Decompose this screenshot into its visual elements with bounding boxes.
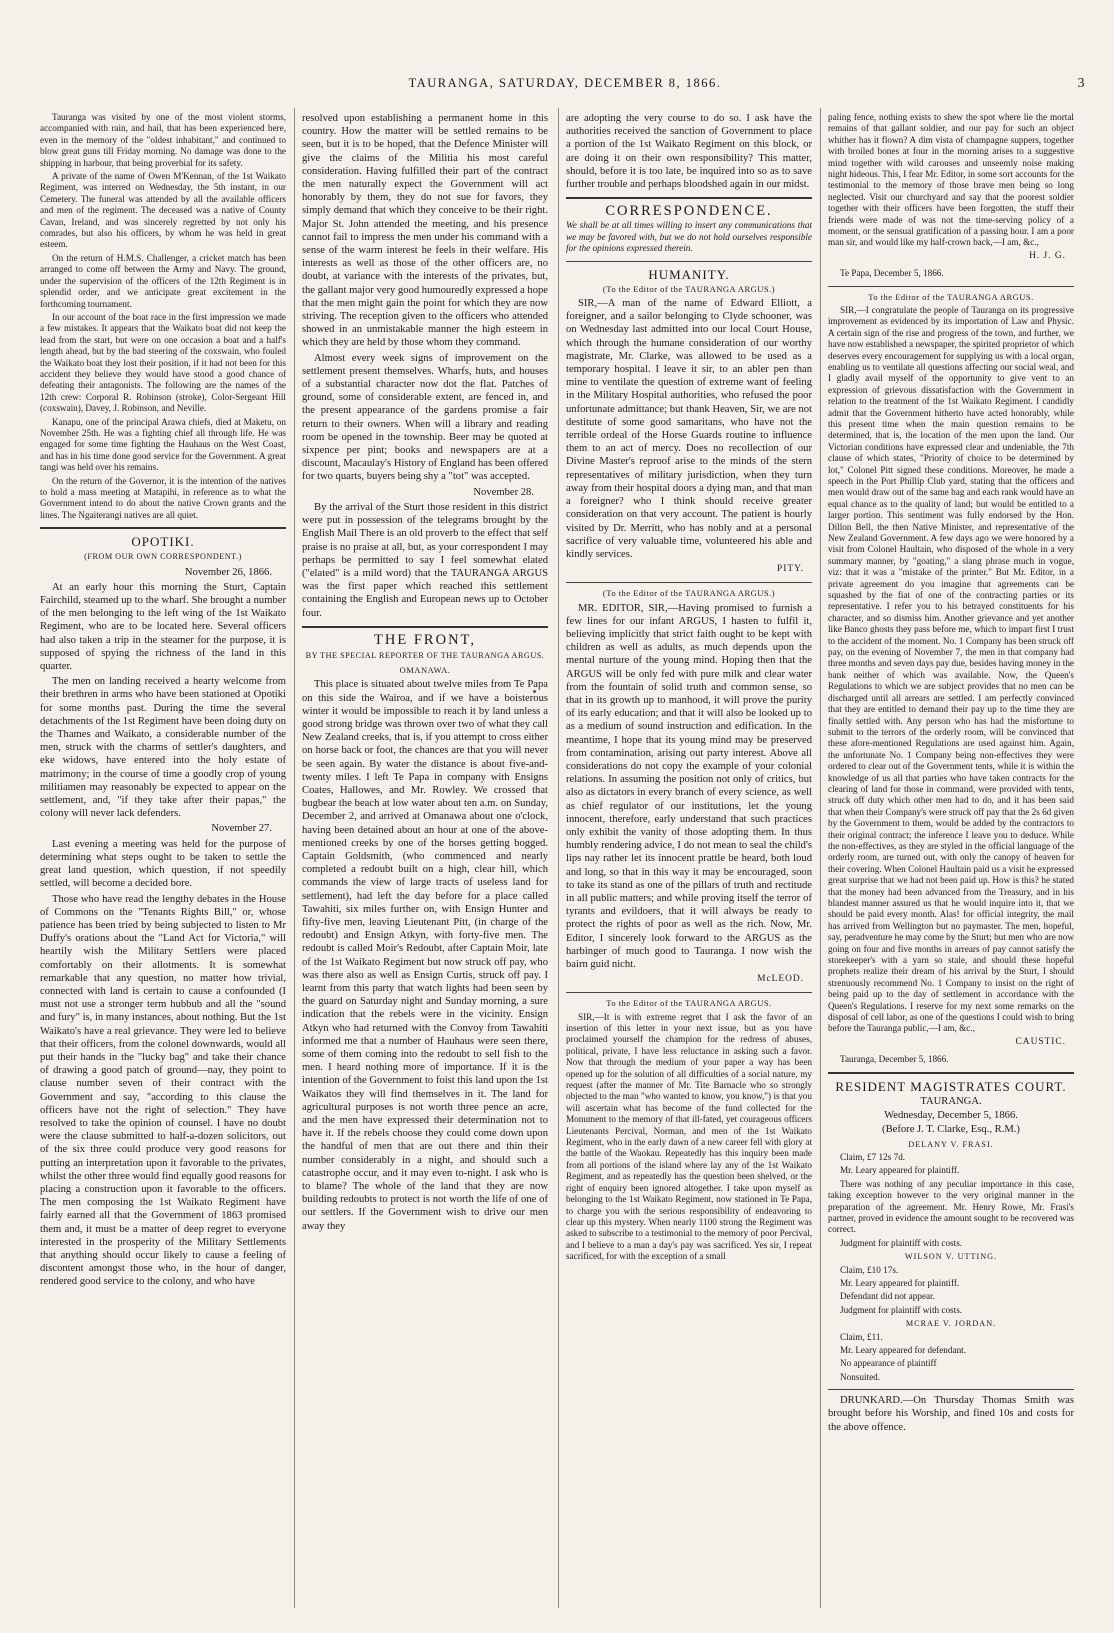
section-divider [302,626,548,628]
front-byline: BY THE SPECIAL REPORTER OF THE TAURANGA ARGUS. [305,650,545,660]
section-divider [828,286,1074,287]
opotiki-heading: OPOTIKI. [131,534,195,550]
letter-address: (To the Editor of the TAURANGA ARGUS.) [602,588,776,599]
case-line: Claim, £10 17s. [840,1264,899,1275]
section-divider [40,527,286,529]
column-rule [820,108,821,1608]
page-number: 3 [1077,76,1086,91]
news-paragraph: A private of the name of Owen M'Kennan, of the 1st Waikato Regiment, was interred on Wednesday, the 5th instant, in our Cemetery. The funeral was attended by all the available officers and men of the regiment. The deceased was a native of County Cavan, Ireland, and was sincerely regretted by not only his comrades, but also his officers, by whom he was held in great esteem. [40,171,286,250]
letter-body [828,112,1074,280]
letter-paragraph: SIR,—A man of the name of Edward Elliott, a foreigner, and a sailor belonging to Clyde schooner, was on Wednesday last admitted into our local Court House, which through the humane consideration of our worthy magistrate, Mr. Clarke, was allowed to be used as a temporary hospital. I leave it sir, to an abler pen than mine to ventilate the question of extreme want of feeling in the Military Hospital authorities, who refused the poor unfortunate admittance; but thank Heaven, Sir, we are not destitute of some good samaritans, who have not the terrible ordeal of the Horse Guards routine to influence them to an act of mercy. Does no recollection of our Divine Master's reproof arise to the minds of the stern representatives of military jurisdiction, when they turn away from their hospital doors a dying man, and that man a foreigner? who I think should receive greater consideration on that very account. The patient is hourly visited by Dr. Merritt, who has nobly and at a personal sacrifice of very valuable time, volunteered his able and kindly services. [566,298,812,560]
case-title: WILSON V. UTTING. [904,1252,998,1262]
letter-body [828,305,1074,1066]
news-paragraph: On the return of the Governor, it is the intention of the natives to hold a mass meeting at Matapihi, in reference as to what the Government intend to do about the native Crown grants and the lines. The Ngaiterangi natives are all quiet. [40,475,286,520]
correspondence-heading: CORRESPONDENCE. [605,203,773,220]
article-paragraph: Almost every week signs of improvement on the settlement present themselves. Wharfs, huts, and houses of a substantial character now dot the flat. Patches of ground, some of considerable extent, are fenced in, and the present appearance of the gardens promise a fair return to their owners. When will a library and reading room be opened in the township. Beer may be quoted at sixpence per pint; books and newspapers are at a discount, Macaulay's History of England has been offered for two quarts, buyers being shy a "tot" was accepted. [302,352,548,483]
front-heading: THE FRONT, [374,631,476,648]
section-divider [566,261,812,262]
case-line: Defendant did not appear. [840,1291,935,1302]
letter-paragraph: MR. EDITOR, SIR,—Having promised to furnish a few lines for our infant ARGUS, I hasten to fulfil it, believing implicitly that strict faith ought to be kept with children as well as adults, as much depends upon the mental nurture of the young mind. Hoping then that the ARGUS will be only fed with pure milk and clear water from the fountain of solid truth and common sense, so that in its growth up to manhood, it will prove the purity of its early education; and that it will also be looked up to as a medium of sound instruction and edification. In the meantime, I hope that its young mind may be preserved from contamination, arising out party interest. Above all considerations do not copy the example of your colonial relations. In assuming the position not only of critics, but also as dictators in every branch of every science, as well as chief regulator of our institutions, let the young innocent, therefore, early understand that such practices only exhibit the vanity of those adopting them. In thus humbly rendering advice, I do not mean to seal the child's lips nay rather let its innocent prattle be heard, both loud and long, so that in this way it may be encouraged, soon to take its stand as one of the pillars of truth and rectitude in all public matters; and while proving itself the terror of tyrants and evildoers, that it will always be ready to protect the rights of poor as well as the rich. Now, Mr. Editor, I sincerely look forward to the ARGUS as the harbinger of much good to Tauranga. I now wish the bairn guid nicht. [566,602,812,970]
case-line: Nonsuited. [840,1371,881,1382]
case-title: DELANY V. FRASI. [908,1139,994,1149]
case-line: No appearance of plaintiff [840,1358,937,1369]
dateline: November 27. [211,823,272,835]
masthead [40,76,1090,102]
news-paragraph: In our account of the boat race in the first impression we made a few mistakes. It appears that the Waikato boat did not keep the lead from the start, but were on one occasion a boat and a half's length ahead, but by the bad steering of the coxswain, who fouled the Waikato boat they lost their position, if it had not been for this accident they believe they would have stood a good chance of defeating their antagonists. The following are the names of the 12th crew: Corporal R. Robinson (stroke), Color-Sergeant Hill (coxswain), Davey, J. Robinson, and Neville. [40,311,286,414]
case-line: Mr. Leary appeared for defendant. [840,1345,967,1356]
letter-signature: H. J. G. [1029,250,1066,261]
newspaper-sheet [40,78,1090,1608]
letter-place: Te Papa, December 5, 1866. [840,268,944,279]
news-paragraph: On the return of H.M.S. Challenger, a cricket match has been arranged to come off between the Army and Navy. The ground, under the supervision of the officers of the 12th Regiment is in splendid order, and we anticipate great excitement in the forthcoming tournament. [40,252,286,309]
letter-place: Tauranga, December 5, 1866. [840,1054,949,1065]
humanity-heading: HUMANITY. [648,266,730,282]
case-line: Mr. Leary appeared for plaintiff. [840,1165,960,1176]
section-divider [828,1389,1074,1390]
letter-address: (To the Editor of the TAURANGA ARGUS.) [602,283,776,294]
section-divider [566,582,812,583]
drunkard-notice: DRUNKARD.—On Thursday Thomas Smith was brought before his Worship, and fined 10s and costs for the above offence. [828,1395,1074,1433]
letter-signature: PITY. [777,564,804,575]
case-line: Judgment for plaintiff with costs. [840,1237,963,1248]
dateline: November 26, 1866. [184,566,272,578]
column-4 [828,112,1074,1602]
letter-paragraph: SIR,—I congratulate the people of Tauranga on its progressive improvement as evidenced by its importation of Law and Physic. A certain sign of the rise and progress of the town, and further, we have now established a newspaper, the spirited proprietor of which deserves every encouragement for supplying us with a local organ, enabling us to ventilate all questions affecting our social weal, and I gladly avail myself of the opportunity to give vent to an expression of grievous dissatisfaction with the Government in relation to the treatment of the 1st Waikato Regiment. I candidly admit that the Government hitherto have acted honorably, while this present time when the main question remains to be determined, that is, the location of the men upon the land. Our Victorian conditions have expressed clear and undeniable, the 7th clause of which states, "Priority of choice to be determined by lot," Colonel Pitt signed these conditions. Moreover, he made a speech in the Port Phillip Club yard, stating that the officers and men would draw out of the same bag and each rank would have an equal chance as to the quality of land; but would be entitled to a larger portion. This sentiment was fully endorsed by the Hon. Dillon Bell, the then Native Minister, and representative of the New Zealand Government. A few days ago we were honored by a visit from Colonel Haultain, who disposed of the whole in a very summary manner, by "goating," a slang phrase much in vogue, viz: that it was a "mistake of the printer." But Mr. Editor, in a private agreement do you imagine that agreements can be squashed by the fiat of one of the contracting parties or its representative. I refer you to his betrayed constituents for his character, and so dismiss him. Another grievance and yet another like Banco ghosts they pass before me, which to impart first I trust to the accident of the moment. No. 1 Company has been struck off pay, on the evening of November 7, the men in that company had three months and seven days pay due, besides having money in the bank neither of which was available. Now, the Queen's Regulations to which we are subject provides that no men can be discharged until all arrears are settled. I am perfectly convinced that they are entitled to demand their pay up to the time they are finally settled with. Any person who has had the misfortune to submit to the terrors of the orderly room, will be convinced that these afore-mentioned Regulations are used against him. Again, the unfortunate No. 1 Company being non-effectives they were ordered to clear out of the Government tents, while it is within the knowledge of us all that parties who have taken contracts for the clearing of land for those in command, were provided with tents, struck off duty which other men had to do, and it has been said that when their Company's were struck off pay that the 2s 6d given by the Government to them, would be added by the contractors to their original contract; the inference I leave you to deduce. While the non-effectives, as they are styled in the official language of the orderly room, are turned out, with only the canopy of heaven for their covering. When Colonel Haultain paid us a visit he expressed great surprise that we had not been paid up. How is this? he stated that the money had been advanced from the Treasury, and in his blandest manner assured us that he would inquire into it, that we should be paid every month. Alas! for official integrity, the mail has arrived from Wellington but no paymaster. The men, hopeful, say, peradventure he may come by the Sturt; but men who are now going on four and five months in arrears of pay cannot satisfy the storekeeper's with a yarn so stale, and should these hopeful prophets realize their dream of his arrival by the Sturt, I should strenuously recommend No. 1 Company to insist on the right of being paid up to the day of settlement in accordance with the Queen's Regulations. I reserve for my next some remarks on the disposal of cell labor, as one of the questions I could wish to bring before the Tauranga public,—I am, &c., [828,304,1074,1034]
section-divider [828,1072,1074,1074]
article-paragraph: At an early hour this morning the Sturt, Captain Fairchild, steamed up to the wharf. She brought a number of the men belonging to the left wing of the 1st Waikato Regiment, who are to be located here. Several officers had also taken a trip in the steamer for the purpose, it is supposed of spying the richness of the land in this quarter. [40,581,286,673]
letter-body [566,1012,812,1263]
column-2 [302,112,548,1602]
court-heading: RESIDENT MAGISTRATES COURT. [835,1078,1067,1094]
column-1 [40,112,286,1602]
column-rule [558,108,559,1608]
letter-address: To the Editor of the TAURANGA ARGUS. [868,291,1034,302]
case-line: There was nothing of any peculiar importance in this case, taking exception however to the very original manner in the preparation of the agreement. Mr. Henry Rowe, Mr. Frasi's partner, proved in evidence the amount sought to be recovered was correct. [828,1178,1074,1235]
front-place: OMANAWA. [399,665,451,676]
case-line: Claim, £7 12s 7d. [840,1151,906,1162]
case-title: MCRAE V. JORDAN. [905,1319,997,1329]
letter-paragraph: paling fence, nothing exists to shew the spot where lie the mortal remains of that gallant soldier, and our pay for such an object whither has it flown? A dim vista of champagne suppers, together with broiled bones at four in the morning arises to a suggestive mind together with wild carouses and unseemly noise making night hideous. This, I fear Mr. Editor, in some sort accounts for the testimonial to the memory of those brave men being so long neglected. Visit our churchyard and say that the poorest soldier together with their officers have been forgotten, the stuff their friends were made of was not the time-serving policy of a moment, or the sensual gratification of a passing hour. I am a poor man sir, and would like my half-crown back,—I am, &c., [828,112,1074,248]
article-paragraph: resolved upon establishing a permanent home in this country. How the matter will be settled remains to be seen, but it is to be hoped, that the Defence Minister will give the claims of the Militia his most careful consideration. Having fulfilled their part of the contract the men naturally expect the Government will act honorably by them, they do not sue for favors, they simply demand that which they conceive to be their right. Major St. John attended the meeting, and his presence cannot fail to impress the men under his command with a sense of the warm interest he feels in their welfare. His interests as well as those of the other officers are, no doubt, at variance with the interests of the privates, but, the gallant major very good humouredly expressed a hope that the men might gain the point for which they are now striving. The reception given to the officers who attended showed in an unmistakable manner the high esteem in which they are held by those whom they command. [302,113,548,349]
column-rule [294,108,295,1608]
news-paragraph: Kanapu, one of the principal Arawa chiefs, died at Maketu, on November 25th. He was a fighting chief all through life. He was engaged for some time fighting the Hauhaus on the West Coast, and has in his time done good service for the Government. A great tangi was held over his remains. [40,416,286,473]
letter-signature: McLEOD. [757,974,804,985]
news-paragraph: Tauranga was visited by one of the most violent storms, accompanied with rain, and hail, that has been experienced here, even in the memory of the "oldest inhabitant," and continued to blow great guns till Friday morning. No damage was done to the shipping in harbour, that being proverbial for its safety. [40,112,286,168]
article-paragraph: The men on landing received a hearty welcome from their brethren in arms who have been stationed at Opotiki for some months past. During the time the several detachments of the 1st Regiment have been doing duty on the Thames and Waikato, a considerable number of the men, struck with the charms of settler's daughters, and eke widows, have entered into the holy estate of matrimony; in the course of time a goodly crop of young militiamen may reasonably be expected to appear on the settlement, and, "if they take after their papas," the colony will never lack defenders. [40,676,286,820]
article-paragraph: This place is situated about twelve miles from Te Papa on this side the Wairoa, and if we have a boisterous winter it would be impossible to reach it by land unless a good strong bridge was thrown over two of what they call New Zealand creeks, that is, if you attempt to cross either on horse back or foot, the chances are that you will never be seen again. By water the distance is about five-and-twenty miles. I left Te Papa in company with Ensigns Coates, Hallowes, and Mr. Rowley. We crossed that bugbear the beach at low water about ten a.m. on Sunday, December 2, and arrived at Omanawa about one o'clock, having been detained about an hour at one of the above-mentioned creeks by one of the horses getting bogged. Captain Goldsmith, (who commenced and nearly completed a redoubt built on a high, clear hill, which commands the view of large tracts of useless land for settlement), had left the day before for a place called Tawahiti, six miles further on, with Ensign Hunter and fifty-five men, leaving Lieutenant Pitt, (in charge of the redoubt) and Ensign Atkyn, with forty-five men. The redoubt is called Moir's Redoubt, after Captain Moir, late of the 1st Waikato Regiment but now struck off pay, who was there also as well as Ensign Curtis, struck off pay. I learnt from this party that watch lights had been seen by the guard on Saturday night and Sunday morning, a sure indication that the rebels were in the vicinity. Ensign Atkyn who had returned with the Convoy from Tawahiti informed me that a number of Hauhaus were seen there, some of them coming into the redoubt to sell fish to the men. I heard nothing more of importance. If it is the intention of the Government to foist this land upon the 1st Waikatos they will find themselves in it. The land for agricultural purposes is not worth three pence an acre, and the men have expressed their determination not to have it. If the rebels choose they could come down upon the handful of men that are out there and thin their number considerably in a night, and should such a catastrophe occur, and it may even to-night. I ask who is to blame? The whole of the land that they are now building redoubts to protect is not worth the life of one of our settlers. If the Government wish to drive our men away they [302,679,548,1232]
letter-paragraph: SIR,—It is with extreme regret that I ask the favor of an insertion of this letter in your next issue, but as you have proclaimed yourself the champion for the redress of abuses, political, private, I have less reluctance in asking such a favor. Now that through the medium of your paper a way has been opened up for the solution of all difficulties of a social nature, my request (after the manner of Mr. Tite Barnacle who so strongly objected to the man "who wanted to know, you know,") is that you will ascertain what has become of the fund collected for the Monument to the memory of that ill-fated, yet courageous officers Lieutenants Percival, Norman, and men of the 1st Waikato Regiment, who in the early dawn of a new career fell with glory at the battle of the Waokau. Repeatedly has this inquiry been made from all portions of the island where lay any of the 1st Waikato Regiment, and as repeatedly has the question been shelved, or the right of enquiry been ignored altogether. I take upon myself as belonging to the 1st Waikato Regiment, now stationed in Te Papa, to charge you with the serious responsibility of endeavoring to clear up this mystery. When nearly 1100 strong the Regiment was asked to subscribe to a testimonial to the memory of poor Percival, and I believe to a man a day's pay was sacrificed. Yes sir, I repeat sacrificed, for with the exception of a small [566,1011,812,1262]
dateline: November 28. [473,486,534,498]
case-line: Mr. Leary appeared for plaintiff. [840,1277,960,1288]
page-header-title: TAURANGA, SATURDAY, DECEMBER 8, 1866. [408,76,722,90]
column-3 [566,112,812,1602]
section-divider [566,992,812,993]
letter-signature: CAUSTIC. [1015,1036,1066,1047]
local-news [40,112,286,521]
article-paragraph: By the arrival of the Sturt those resident in this district were put in possession of the telegrams brought by the English Mail There is an old proverb to the effect that self praise is no praise at all, but, as your correspondent I may perhaps be permitted to say I feel somewhat elated ("elated" is a mild word) that the TAURANGA ARGUS was the first paper which reached this settlement containing the English and European news up to October four. [302,501,548,619]
article-paragraph: Last evening a meeting was held for the purpose of determining what steps ought to be taken to settle the great land question, which question, if not speedily settled, will become a decided bore. [40,838,286,890]
opotiki-byline: (FROM OUR OWN CORRESPONDENT.) [84,552,242,562]
court-cases [828,1139,1074,1384]
article-paragraph: Those who have read the lengthy debates in the House of Commons on the "Tenants Rights Bill," or, whose patience has been tried by being subjected to listen to Mr Duffy's orations about the "Land Act for Victoria," will heartily wish the Military Settlers were placed comfortably on their allotments. It is somewhat remarkable that any question, no matter how trivial, connected with land is certain to cause a confounded (I must not use a stronger term hubbub and all the "sound and fury" is, in many instances, about nothing. But the 1st Waikato's have a real grievance. They were led to believe that their officers, from the colonel downwards, would all put their hands in the "lucky bag" and take their chance of drawing a good patch of ground—nay, they point to clause number seven of their contract with the Government and say, "according to this clause the officers have not the right of selection." They have resolved to take the opinion of counsel. I have no doubt were the clause submitted to half-a-dozen solicitors, out of the six three could produce very good reasons for putting an interpretation upon it favorable to the privates, whilst the other three would find equally good reasons for placing a construction upon it favorable to the officers. The men composing the 1st Waikato Regiment have fairly earned all that the Government of 1863 promised them and, it must be a matter of deep regret to everyone interested in the prosperity of the Military Settlements that anything should occur likely to cause a feeling of discontent amongst those who, in the hour of danger, rendered good service to the colony, and who have [40,893,286,1288]
court-before: (Before J. T. Clarke, Esq., R.M.) [882,1124,1020,1136]
article-paragraph: are adopting the very course to do so. I ask have the authorities received the sanction of Government to place a portion of the 1st Waikato Regiment on this block, or are doing it on their own responsibility? This matter, should, before it is too late, be inquired into so as to save further trouble and perhaps bloodshed again in our midst. [566,113,812,191]
letter-address: To the Editor of the TAURANGA ARGUS. [606,998,772,1009]
correspondence-note: We shall be at all times willing to insert any communications that we may be favored with, but we do not hold ourselves responsible for the opinions expressed therein. [566,220,812,254]
ink-speck [533,690,536,693]
court-date: Wednesday, December 5, 1866. [884,1110,1018,1122]
section-divider [566,197,812,199]
case-line: Judgment for plaintiff with costs. [840,1304,963,1315]
case-line: Claim, £11. [840,1331,883,1342]
court-place: TAURANGA. [920,1095,982,1107]
